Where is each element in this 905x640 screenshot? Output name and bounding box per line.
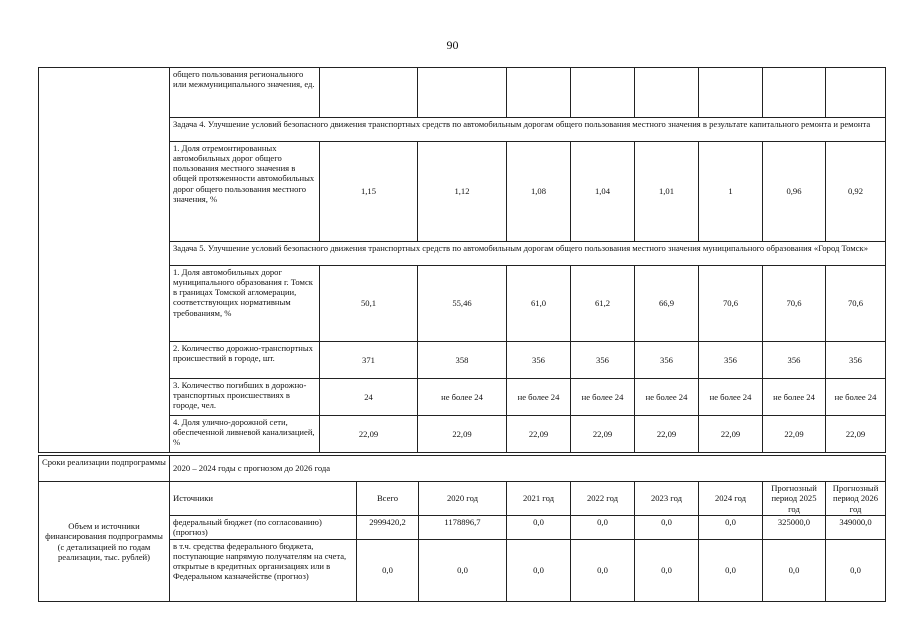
indicator-value: не более 24: [763, 379, 826, 416]
indicator-value: 50,1: [320, 266, 418, 342]
indicator-label: общего пользования регионального или межмуниципального значения, ед.: [170, 68, 320, 118]
indicator-value: 1,15: [320, 142, 418, 242]
indicator-value: 61,2: [571, 266, 635, 342]
header-year: Прогнозный период 2026 год: [826, 482, 886, 516]
indicator-value: 70,6: [699, 266, 763, 342]
timing-value: 2020 – 2024 годы с прогнозом до 2026 года: [170, 456, 886, 482]
indicator-value: 22,09: [635, 416, 699, 453]
indicator-value: 70,6: [826, 266, 886, 342]
financing-value: 0,0: [826, 540, 886, 602]
header-source: Источники: [170, 482, 357, 516]
page-number: 90: [446, 38, 459, 52]
indicator-value: 22,09: [826, 416, 886, 453]
table-row: [39, 456, 886, 482]
source-label: в т.ч. средства федерального бюджета, поступающие напрямую получателям на счета, открытые в кредитных организациях или в Федеральном казначействе (прогноз): [170, 540, 357, 602]
financing-value: 0,0: [357, 540, 419, 602]
indicator-value: 22,09: [571, 416, 635, 453]
indicator-value: не более 24: [507, 379, 571, 416]
financing-value: 349000,0: [826, 516, 886, 540]
financing-value: 2999420,2: [357, 516, 419, 540]
financing-value: 0,0: [699, 540, 763, 602]
blank-left-cell: [39, 68, 170, 453]
indicator-value: 1,01: [635, 142, 699, 242]
indicator-value: 356: [699, 342, 763, 379]
indicator-value: 55,46: [418, 266, 507, 342]
header-year: Прогнозный период 2025 год: [763, 482, 826, 516]
indicator-value: не более 24: [571, 379, 635, 416]
indicator-label: 2. Количество дорожно-транспортных происшествий в городе, шт.: [170, 342, 320, 379]
financing-value: 0,0: [635, 540, 699, 602]
header-total: Всего: [357, 482, 419, 516]
indicator-value: не более 24: [418, 379, 507, 416]
indicator-value: 22,09: [320, 416, 418, 453]
financing-value: 1178896,7: [419, 516, 507, 540]
indicator-value: 22,09: [507, 416, 571, 453]
task-5-heading: Задача 5. Улучшение условий безопасного движения транспортных средств по автомобильным дорогам общего пользования местного значения муниципального образования «Город Томск»: [170, 242, 886, 266]
indicator-value: 61,0: [507, 266, 571, 342]
financing-value: 0,0: [699, 516, 763, 540]
header-year: 2024 год: [699, 482, 763, 516]
financing-value: 0,0: [571, 516, 635, 540]
indicator-value: не более 24: [826, 379, 886, 416]
indicator-label: 1. Доля автомобильных дорог муниципального образования г. Томск в границах Томской агломерации, соответствующих нормативным требованиям, %: [170, 266, 320, 342]
financing-value: 0,0: [571, 540, 635, 602]
indicator-value: 66,9: [635, 266, 699, 342]
indicator-value: 356: [635, 342, 699, 379]
timing-label: Сроки реализации подпрограммы: [39, 456, 170, 482]
header-year: 2023 год: [635, 482, 699, 516]
financing-value: 0,0: [763, 540, 826, 602]
indicator-label: 1. Доля отремонтированных автомобильных дорог общего пользования местного значения в общей протяженности автомобильных дорог общего пользования местного значения, %: [170, 142, 320, 242]
source-label: федеральный бюджет (по согласованию) (прогноз): [170, 516, 357, 540]
indicator-value: 22,09: [418, 416, 507, 453]
indicator-label: 4. Доля улично-дорожной сети, обеспеченной ливневой канализацией, %: [170, 416, 320, 453]
indicator-label: 3. Количество погибших в дорожно-транспортных происшествиях в городе, чел.: [170, 379, 320, 416]
header-year: 2022 год: [571, 482, 635, 516]
financing-value: 0,0: [507, 516, 571, 540]
financing-label: Объем и источники финансирования подпрограммы (с детализацией по годам реализации, тыс. рублей): [39, 482, 170, 602]
indicator-value: 356: [571, 342, 635, 379]
indicator-value: 371: [320, 342, 418, 379]
indicator-value: 0,92: [826, 142, 886, 242]
indicator-value: не более 24: [635, 379, 699, 416]
indicator-value: 70,6: [763, 266, 826, 342]
indicator-value: 1,08: [507, 142, 571, 242]
indicator-value: 356: [507, 342, 571, 379]
indicator-value: 22,09: [763, 416, 826, 453]
indicator-value: 1,12: [418, 142, 507, 242]
financing-value: 0,0: [419, 540, 507, 602]
indicator-value: 356: [763, 342, 826, 379]
table-row: [39, 68, 886, 118]
indicator-value: 0,96: [763, 142, 826, 242]
financing-table: [38, 455, 886, 602]
financing-value: 0,0: [635, 516, 699, 540]
task-4-heading: Задача 4. Улучшение условий безопасного движения транспортных средств по автомобильным дорогам общего пользования местного значения в результате капитального ремонта и ремонта: [170, 118, 886, 142]
indicator-value: 356: [826, 342, 886, 379]
indicator-value: 24: [320, 379, 418, 416]
indicator-value: 358: [418, 342, 507, 379]
indicator-value: 22,09: [699, 416, 763, 453]
financing-value: 325000,0: [763, 516, 826, 540]
indicator-value: не более 24: [699, 379, 763, 416]
table-row: [39, 482, 886, 516]
financing-value: 0,0: [507, 540, 571, 602]
program-table: [38, 67, 886, 453]
indicator-value: 1,04: [571, 142, 635, 242]
header-year: 2021 год: [507, 482, 571, 516]
indicator-value: 1: [699, 142, 763, 242]
header-year: 2020 год: [419, 482, 507, 516]
